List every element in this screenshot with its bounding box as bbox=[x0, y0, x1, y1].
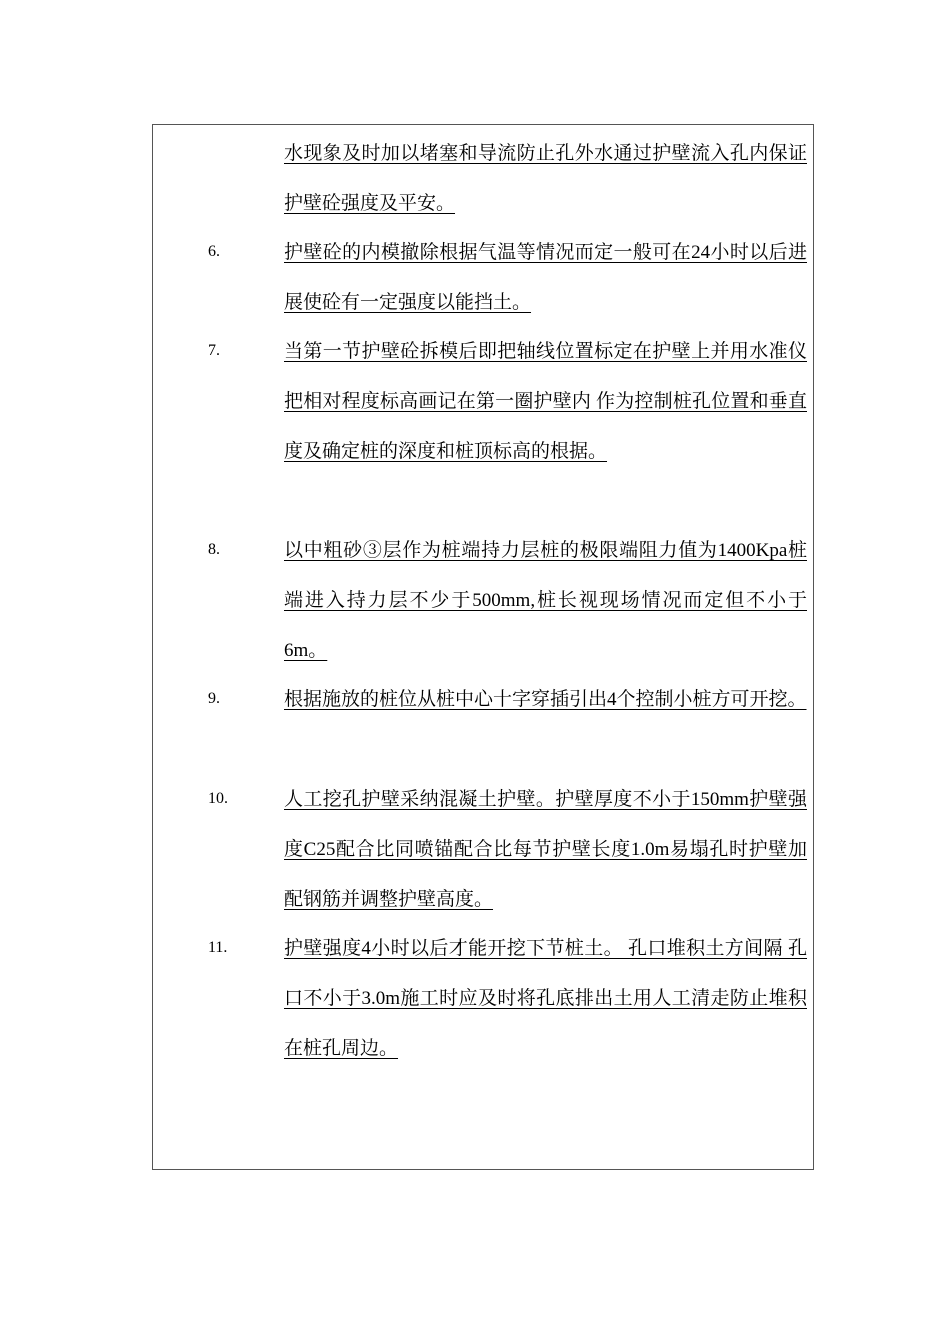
item-text-content: 护壁砼的内模撤除根据气温等情况而定一般可在24小时以后进展使砼有一定强度以能挡土。 bbox=[284, 242, 807, 313]
item-number: 10. bbox=[208, 790, 228, 807]
item-text-content: 人工挖孔护壁采纳混凝土护壁。护壁厚度不小于150mm护壁强度C25配合比同喷锚配合比每节护壁长度1.0m易塌孔时护壁加配钢筋并调整护壁高度。 bbox=[284, 789, 807, 910]
item-text-content: 根据施放的桩位从桩中心十字穿插引出4个控制小桩方可开挖。 bbox=[284, 689, 807, 710]
item-text bbox=[284, 228, 807, 328]
item-number: 9. bbox=[208, 690, 220, 707]
item-text bbox=[284, 129, 807, 229]
item-text-content: 以中粗砂③层作为桩端持力层桩的极限端阻力值为1400Kpa桩端进入持力层不少于500mm,桩长视现场情况而定但不小于6m。 bbox=[284, 540, 807, 661]
item-text-content: 水现象及时加以堵塞和导流防止孔外水通过护壁流入孔内保证护壁砼强度及平安。 bbox=[284, 143, 807, 214]
item-text-content: 护壁强度4小时以后才能开挖下节桩土。 孔口堆积土方间隔 孔口不小于3.0m施工时应及时将孔底排出土用人工清走防止堆积在桩孔周边。 bbox=[284, 938, 807, 1059]
item-text bbox=[284, 675, 807, 725]
document-table-cell bbox=[152, 124, 814, 1170]
item-text bbox=[284, 327, 807, 476]
item-number: 8. bbox=[208, 541, 220, 558]
item-text-content: 当第一节护壁砼拆模后即把轴线位置标定在护壁上并用水准仪把相对程度标高画记在第一圈护壁内 作为控制桩孔位置和垂直度及确定桩的深度和桩顶标高的根据。 bbox=[284, 341, 807, 462]
item-text bbox=[284, 526, 807, 675]
item-number: 11. bbox=[208, 939, 228, 956]
item-text bbox=[284, 775, 807, 924]
item-number: 6. bbox=[208, 243, 220, 260]
item-number: 7. bbox=[208, 342, 220, 359]
item-text bbox=[284, 924, 807, 1073]
